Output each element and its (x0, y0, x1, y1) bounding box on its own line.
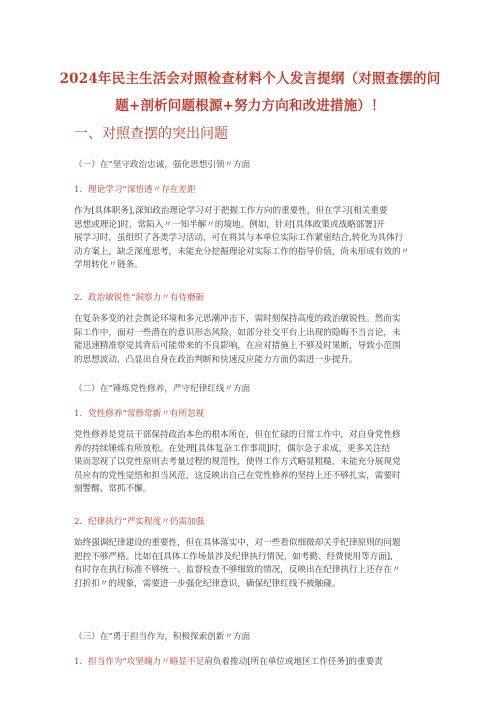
paragraph-line: 动方案上，缺乏深度思考，未能充分挖掘理论对实际工作的指导价值，尚未形成有效的〃 (74, 246, 410, 257)
section-1-heading: 一、对照查摆的突出问题 (74, 126, 228, 142)
paragraph-line: 员应有的党性觉悟和担当风范，这反映出自己在党性修养的坚持上还不够扎实，需要时 (74, 470, 401, 481)
item-2-1-heading: 1．党性修养“常修常新〃有所忽视 (74, 409, 205, 419)
paragraph-line: 始终强调纪律建设的重要性，但在具体落实中，对一些看似细微却关乎纪律原则的问题 (74, 538, 401, 548)
paragraph-line: 果而忽视了以党性原则去考量过程的规范性，使得工作方式略显粗糙，未能充分展现党 (74, 457, 401, 468)
paragraph-line: 作为[具体职务],深知政治理论学习对于把握工作方向的重要性，但在学习[相关重要 (74, 206, 388, 216)
paragraph-line: 打折扣〃的现象，需要进一步强化纪律意识，确保纪律红线不被触碰。 (74, 578, 341, 589)
paragraph-line: 党性修养是党员干部保持政治本色的根本所在，但在忙碌的日常工作中，对自身党性修 (74, 430, 401, 440)
document-title-line-2: 题+剖析问题根源+努力方向和改进措施）！ (115, 98, 385, 114)
item-1-1-paragraph (74, 205, 430, 273)
item-1-2-paragraph (74, 313, 430, 367)
paragraph-line: 能迅速精准察觉其背后可能带来的不良影响，在应对措施上不够及时果断，导致小范围 (74, 341, 401, 352)
paragraph-line: 展学习时，虽组织了各类学习活动，可在将其与本单位实际工作紧密结合,转化为具体行 (74, 233, 404, 244)
item-3-1-heading-label: 1．担当作为“攻坚魄力〃略显不足 (74, 657, 205, 667)
paragraph-line: 际工作中，面对一些潜在的意识形态风险，如部分社交平台上出现的隐晦不当言论，未 (74, 327, 401, 338)
paragraph-line: 有时存在执行标准不够统一、监督检查不够细致的情况，反映出在纪律执行上还存在〃 (74, 565, 401, 576)
paragraph-line: 把控不够严格。比如在[具体工作场景涉及纪律执行情况，如考勤、经费使用等方面], (74, 551, 393, 562)
item-2-2-paragraph (74, 537, 430, 591)
item-2-1-paragraph (74, 429, 430, 497)
subsection-3-heading: （三）在“勇于担当作为，积极探索创新〃方面 (74, 632, 251, 642)
subsection-1-heading: （一）在“坚守政治忠诚，强化思想引领〃方面 (74, 160, 251, 170)
item-1-2-heading: 2．政治敏锐性“洞察力〃有待磨砺 (74, 293, 205, 303)
item-1-1-heading: 1．理论学习“深悟透〃存在差距 (74, 185, 196, 195)
paragraph-line: 学用转化〃链条。 (74, 260, 143, 271)
item-3-1-heading-text: 肩负着推动[所在单位或地区工作任务]的重要责 (204, 657, 383, 667)
item-2-2-heading: 2．纪律执行“严实程度〃仍需加强 (74, 517, 205, 527)
document-title-line-1: 2024年民主生活会对照检查材料个人发言提纲（对照查摆的问 (59, 71, 441, 87)
paragraph-line: 刻警醒、常抓不懈。 (74, 484, 152, 495)
paragraph-line: 的思想波动，凸显出自身在政治判断和快速反应能力方面仍需进一步提升。 (74, 354, 358, 365)
paragraph-line: 养的持续锤炼有所放松。在处理[具体复杂工作事项]时，偶尔急于求成，更多关注结 (74, 443, 391, 454)
item-3-1-heading (74, 655, 383, 667)
paragraph-line: 思想或理论]时，常陷入〃一知半解〃的境地。例如，针对[具体政策或战略部署]开 (74, 219, 385, 230)
subsection-2-heading: （二）在“锤炼党性修养，严守纪律红线〃方面 (74, 384, 251, 394)
paragraph-line: 在复杂多变的社会舆论环境和多元思潮冲击下，需时刻保持高度的政治敏锐性。然而实 (74, 314, 401, 324)
